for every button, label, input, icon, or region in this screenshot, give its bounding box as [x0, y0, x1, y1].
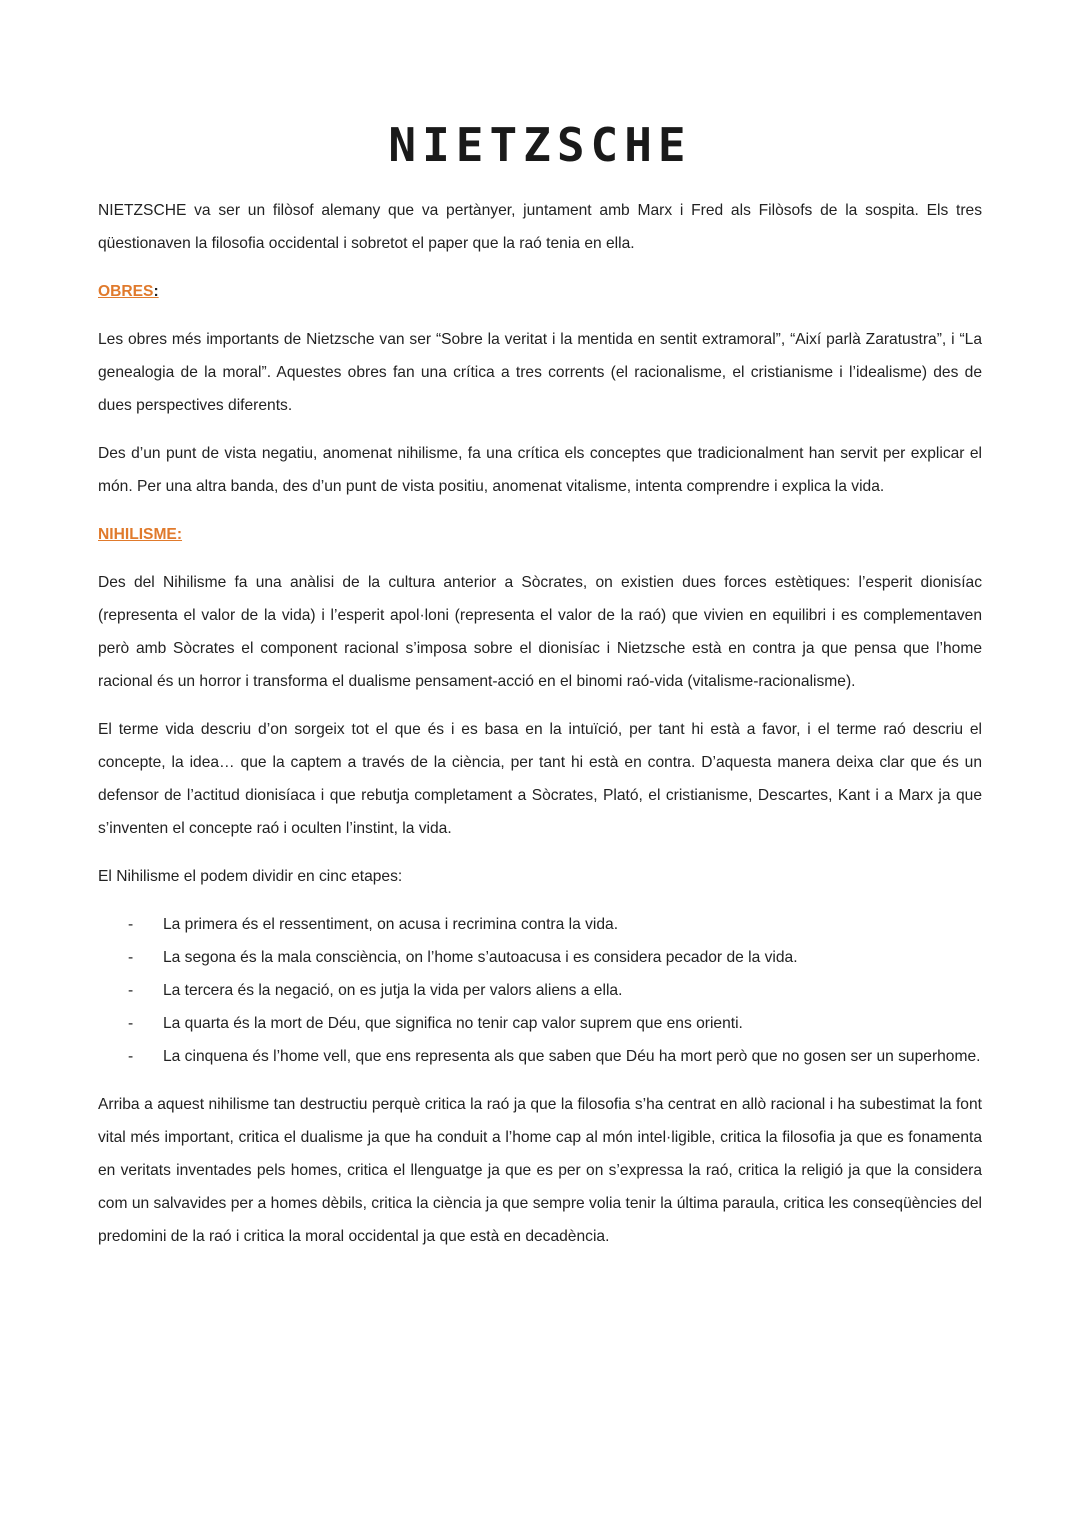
list-item-text: La cinquena és l’home vell, que ens representa als que saben que Déu ha mort però que no gosen ser un superhome. [163, 1048, 981, 1065]
obres-heading-text: OBRES [98, 283, 154, 300]
obres-paragraph-1: Les obres més importants de Nietzsche van ser “Sobre la veritat i la mentida en sentit extramoral”, “Així parlà Zaratustra”, i “La genealogia de la moral”. Aquestes obres fan una crítica a tres corrents (el racionalisme, el cristianisme i l’idealisme) des de dues perspectives diferents. [98, 331, 982, 414]
list-marker: - [128, 1015, 134, 1032]
closing-paragraph: Arriba a aquest nihilisme tan destructiu perquè critica la raó ja que la filosofia s’ha centrat en allò racional i ha subestimat la font vital més important, critica el dualisme ja que ha conduit a l’home cap al món intel·ligible, critica la filosofia ja que es fonamenta en veritats inventades pels homes, critica el llenguatge ja que es per on s’expressa la raó, critica la religió ja que la considera com un salvavides per a homes dèbils, critica la ciència ja que sempre volia tenir la última paraula, critica les conseqüències del predomini de la raó i critica la moral occidental ja que està en decadència. [98, 1096, 982, 1245]
list-marker: - [128, 1048, 134, 1065]
list-item [98, 1040, 982, 1073]
list-item [98, 908, 982, 941]
obres-paragraph-2: Des d’un punt de vista negatiu, anomenat nihilisme, fa una crítica els conceptes que tradicionalment han servit per explicar el món. Per una altra banda, des d’un punt de vista positiu, anomenat vitalisme, intenta comprendre i explica la vida. [98, 445, 982, 495]
list-item-text: La primera és el ressentiment, on acusa i recrimina contra la vida. [163, 916, 619, 933]
list-marker: - [128, 949, 134, 966]
list-marker: - [128, 982, 134, 999]
list-item [98, 941, 982, 974]
stages-list [98, 908, 982, 1073]
list-item-text: La tercera és la negació, on es jutja la vida per valors aliens a ella. [163, 982, 623, 999]
section-heading-obres [98, 275, 982, 308]
document-body [98, 194, 982, 1268]
nihilisme-paragraph-3: El Nihilisme el podem dividir en cinc etapes: [98, 868, 403, 885]
list-item [98, 974, 982, 1007]
list-item [98, 1007, 982, 1040]
list-item-text: La quarta és la mort de Déu, que significa no tenir cap valor suprem que ens orienti. [163, 1015, 743, 1032]
obres-heading-colon: : [153, 283, 159, 300]
nihilisme-paragraph-1: Des del Nihilisme fa una anàlisi de la cultura anterior a Sòcrates, on existien dues forces estètiques: l’esperit dionisíac (representa el valor de la vida) i l’esperit apol·loni (representa el valor de la raó) que vivien en equilibri i es complementaven però amb Sòcrates el component racional s’imposa sobre el dionisíac i Nietzsche està en contra ja que pensa que l’home racional és un horror i transforma el dualisme pensament-acció en el binomi raó-vida (vitalisme-racionalisme). [98, 574, 982, 690]
list-marker: - [128, 916, 134, 933]
intro-paragraph: NIETZSCHE va ser un filòsof alemany que va pertànyer, juntament amb Marx i Fred als Filòsofs de la sospita. Els tres qüestionaven la filosofia occidental i sobretot el paper que la raó tenia en ella. [98, 202, 982, 252]
page-title: NIETZSCHE [388, 118, 692, 172]
nihilisme-paragraph-2: El terme vida descriu d’on sorgeix tot el que és i es basa en la intuïció, per tant hi està a favor, i el terme raó descriu el concepte, la idea… que la captem a través de la ciència, per tant hi està en contra. D’aquesta manera deixa clar que és un defensor de l’actitud dionisíaca i que rebutja completament a Sòcrates, Plató, el cristianisme, Descartes, Kant i a Marx ja que s’inventen el concepte raó i oculten l’instint, la vida. [98, 721, 982, 837]
section-heading-nihilisme: NIHILISME: [98, 526, 183, 543]
list-item-text: La segona és la mala consciència, on l’home s’autoacusa i es considera pecador de la vida. [163, 949, 798, 966]
